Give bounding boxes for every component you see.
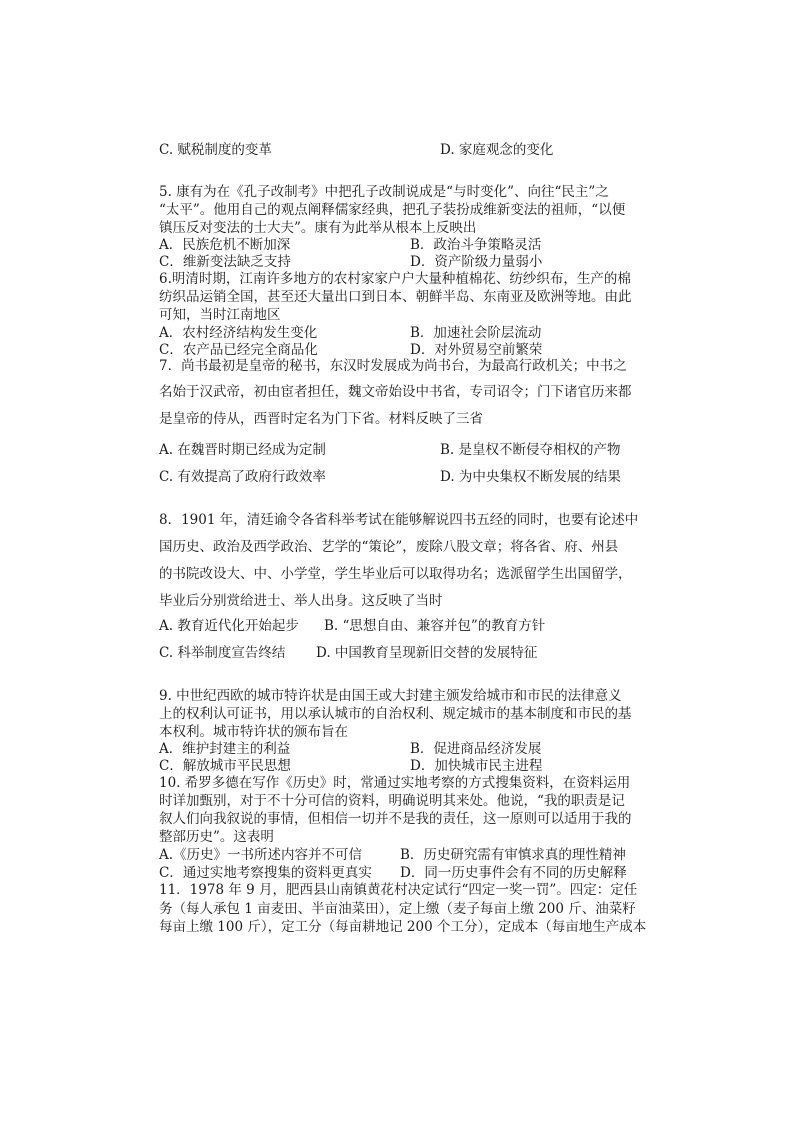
- q10-option-a: A.《历史》一书所述内容并不可信: [159, 847, 363, 863]
- q9-stem-line-1: 9. 中世纪西欧的城市特许状是由国王或大封建主颁发给城市和市民的法律意义: [159, 688, 622, 704]
- q7-option-a: A. 在魏晋时期已经成为定制: [159, 442, 326, 458]
- q6-stem-line-2: 纺织品运销全国，甚至还大量出口到日本、朝鲜半岛、东南亚及欧洲等地。由此: [159, 289, 632, 305]
- q5-option-c: C．维新变法缺乏支持: [159, 254, 291, 270]
- q10-stem-line-2: 时详加甄别，对于不十分可信的资料，明确说明其来处。他说，“我的职责是记: [159, 793, 625, 809]
- q8-stem-line-4: 毕业后分别赏给进士、举人出身。这反映了当时: [159, 593, 443, 609]
- q8-option-c: C. 科举制度宣告终结: [159, 645, 286, 661]
- q9-stem-line-2: 上的权利认可证书，用以承认城市的自治权利、规定城市的基本制度和市民的基: [159, 706, 632, 722]
- q9-stem-line-3: 本权利。城市特许状的颁布旨在: [159, 724, 348, 740]
- q8-stem-line-3: 的书院改设大、中、小学堂，学生毕业后可以取得功名；选派留学生出国留学，: [159, 566, 632, 582]
- q10-stem-line-3: 叙人们向我叙说的事情，但相信一切并不是我的责任，这一原则可以适用于我的: [159, 811, 632, 827]
- q10-stem-line-1: 10. 希罗多德在写作《历史》时，常通过实地考察的方式搜集资料，在资料运用: [159, 775, 631, 791]
- q11-stem-line-3: 每亩上缴 100 斤），定工分（每亩耕地记 200 个工分），定成本（每亩地生产成本: [159, 919, 647, 935]
- q8-stem-line-1: 8．1901 年，清廷谕令各省科举考试在能够解说四书五经的同时，也要有论述中: [159, 512, 639, 528]
- q9-option-a: A．维护封建主的利益: [159, 741, 291, 757]
- q9-option-c: C．解放城市平民思想: [159, 758, 291, 774]
- q5-stem-line-3: 镇压反对变法的士大夫”。康有为此举从根本上反映出: [159, 220, 477, 236]
- q4-option-d: D. 家庭观念的变化: [440, 142, 554, 158]
- q8-option-b: B. “思想自由、兼容并包”的教育方针: [324, 618, 546, 634]
- q10-option-c: C．通过实地考察搜集的资料更真实: [159, 865, 372, 881]
- q4-option-c: C. 赋税制度的变革: [159, 142, 272, 158]
- q7-option-b: B. 是皇权不断侵夺相权的产物: [440, 442, 621, 458]
- q10-option-b: B．历史研究需有审慎求真的理性精神: [400, 847, 626, 863]
- q6-option-d: D．对外贸易空前繁荣: [410, 342, 543, 358]
- q7-stem-line-3: 是皇帝的侍从，西晋时定名为门下省。材料反映了三省: [159, 411, 483, 427]
- q6-option-c: C．农产品已经完全商品化: [159, 342, 318, 358]
- q8-stem-line-2: 国历史、政治及西学政治、艺学的“策论”，废除八股文章；将各省、府、州县: [159, 539, 619, 555]
- q11-stem-line-2: 务（每人承包 1 亩麦田、半亩油菜田），定上缴（麦子每亩上缴 200 斤、油菜籽: [159, 901, 636, 917]
- q10-stem-line-4: 整部历史”。这表明: [159, 829, 274, 845]
- q5-option-b: B．政治斗争策略灵活: [410, 237, 542, 253]
- q6-stem-line-1: 6.明清时期，江南许多地方的农村家家户户大量种植棉花、纺纱织布，生产的棉: [159, 271, 631, 287]
- q10-option-d: D．同一历史事件会有不同的历史解释: [400, 865, 627, 881]
- q11-stem-line-1: 11．1978 年 9 月，肥西县山南镇黄花村决定试行“四定一奖一罚”。四定：定任: [159, 882, 638, 898]
- q8-option-a: A. 教育近代化开始起步: [159, 618, 299, 634]
- q5-option-d: D．资产阶级力量弱小: [410, 254, 543, 270]
- q6-stem-line-3: 可知，当时江南地区: [159, 307, 281, 323]
- q5-option-a: A．民族危机不断加深: [159, 237, 291, 253]
- q5-stem-line-2: “太平”。他用自己的观点阐释儒家经典，把孔子装扮成维新变法的祖师，“以便: [159, 202, 626, 218]
- q7-option-d: D. 为中央集权不断发展的结果: [440, 469, 621, 485]
- q7-option-c: C. 有效提高了政府行政效率: [159, 469, 326, 485]
- q7-stem-line-2: 名始于汉武帝，初由宦者担任，魏文帝始设中书省，专司诏令；门下诸官历来都: [159, 384, 632, 400]
- q5-stem-line-1: 5. 康有为在《孔子改制考》中把孔子改制说成是“与时变化”、向往“民主”之: [159, 184, 609, 200]
- q8-option-d: D. 中国教育呈现新旧交替的发展特征: [316, 645, 538, 661]
- q9-option-b: B．促进商品经济发展: [410, 741, 542, 757]
- q6-option-b: B．加速社会阶层流动: [410, 325, 542, 341]
- q9-option-d: D．加快城市民主进程: [410, 758, 543, 774]
- q6-option-a: A．农村经济结构发生变化: [159, 325, 318, 341]
- q7-stem-line-1: 7．尚书最初是皇帝的秘书，东汉时发展成为尚书台，为最高行政机关；中书之: [159, 358, 627, 374]
